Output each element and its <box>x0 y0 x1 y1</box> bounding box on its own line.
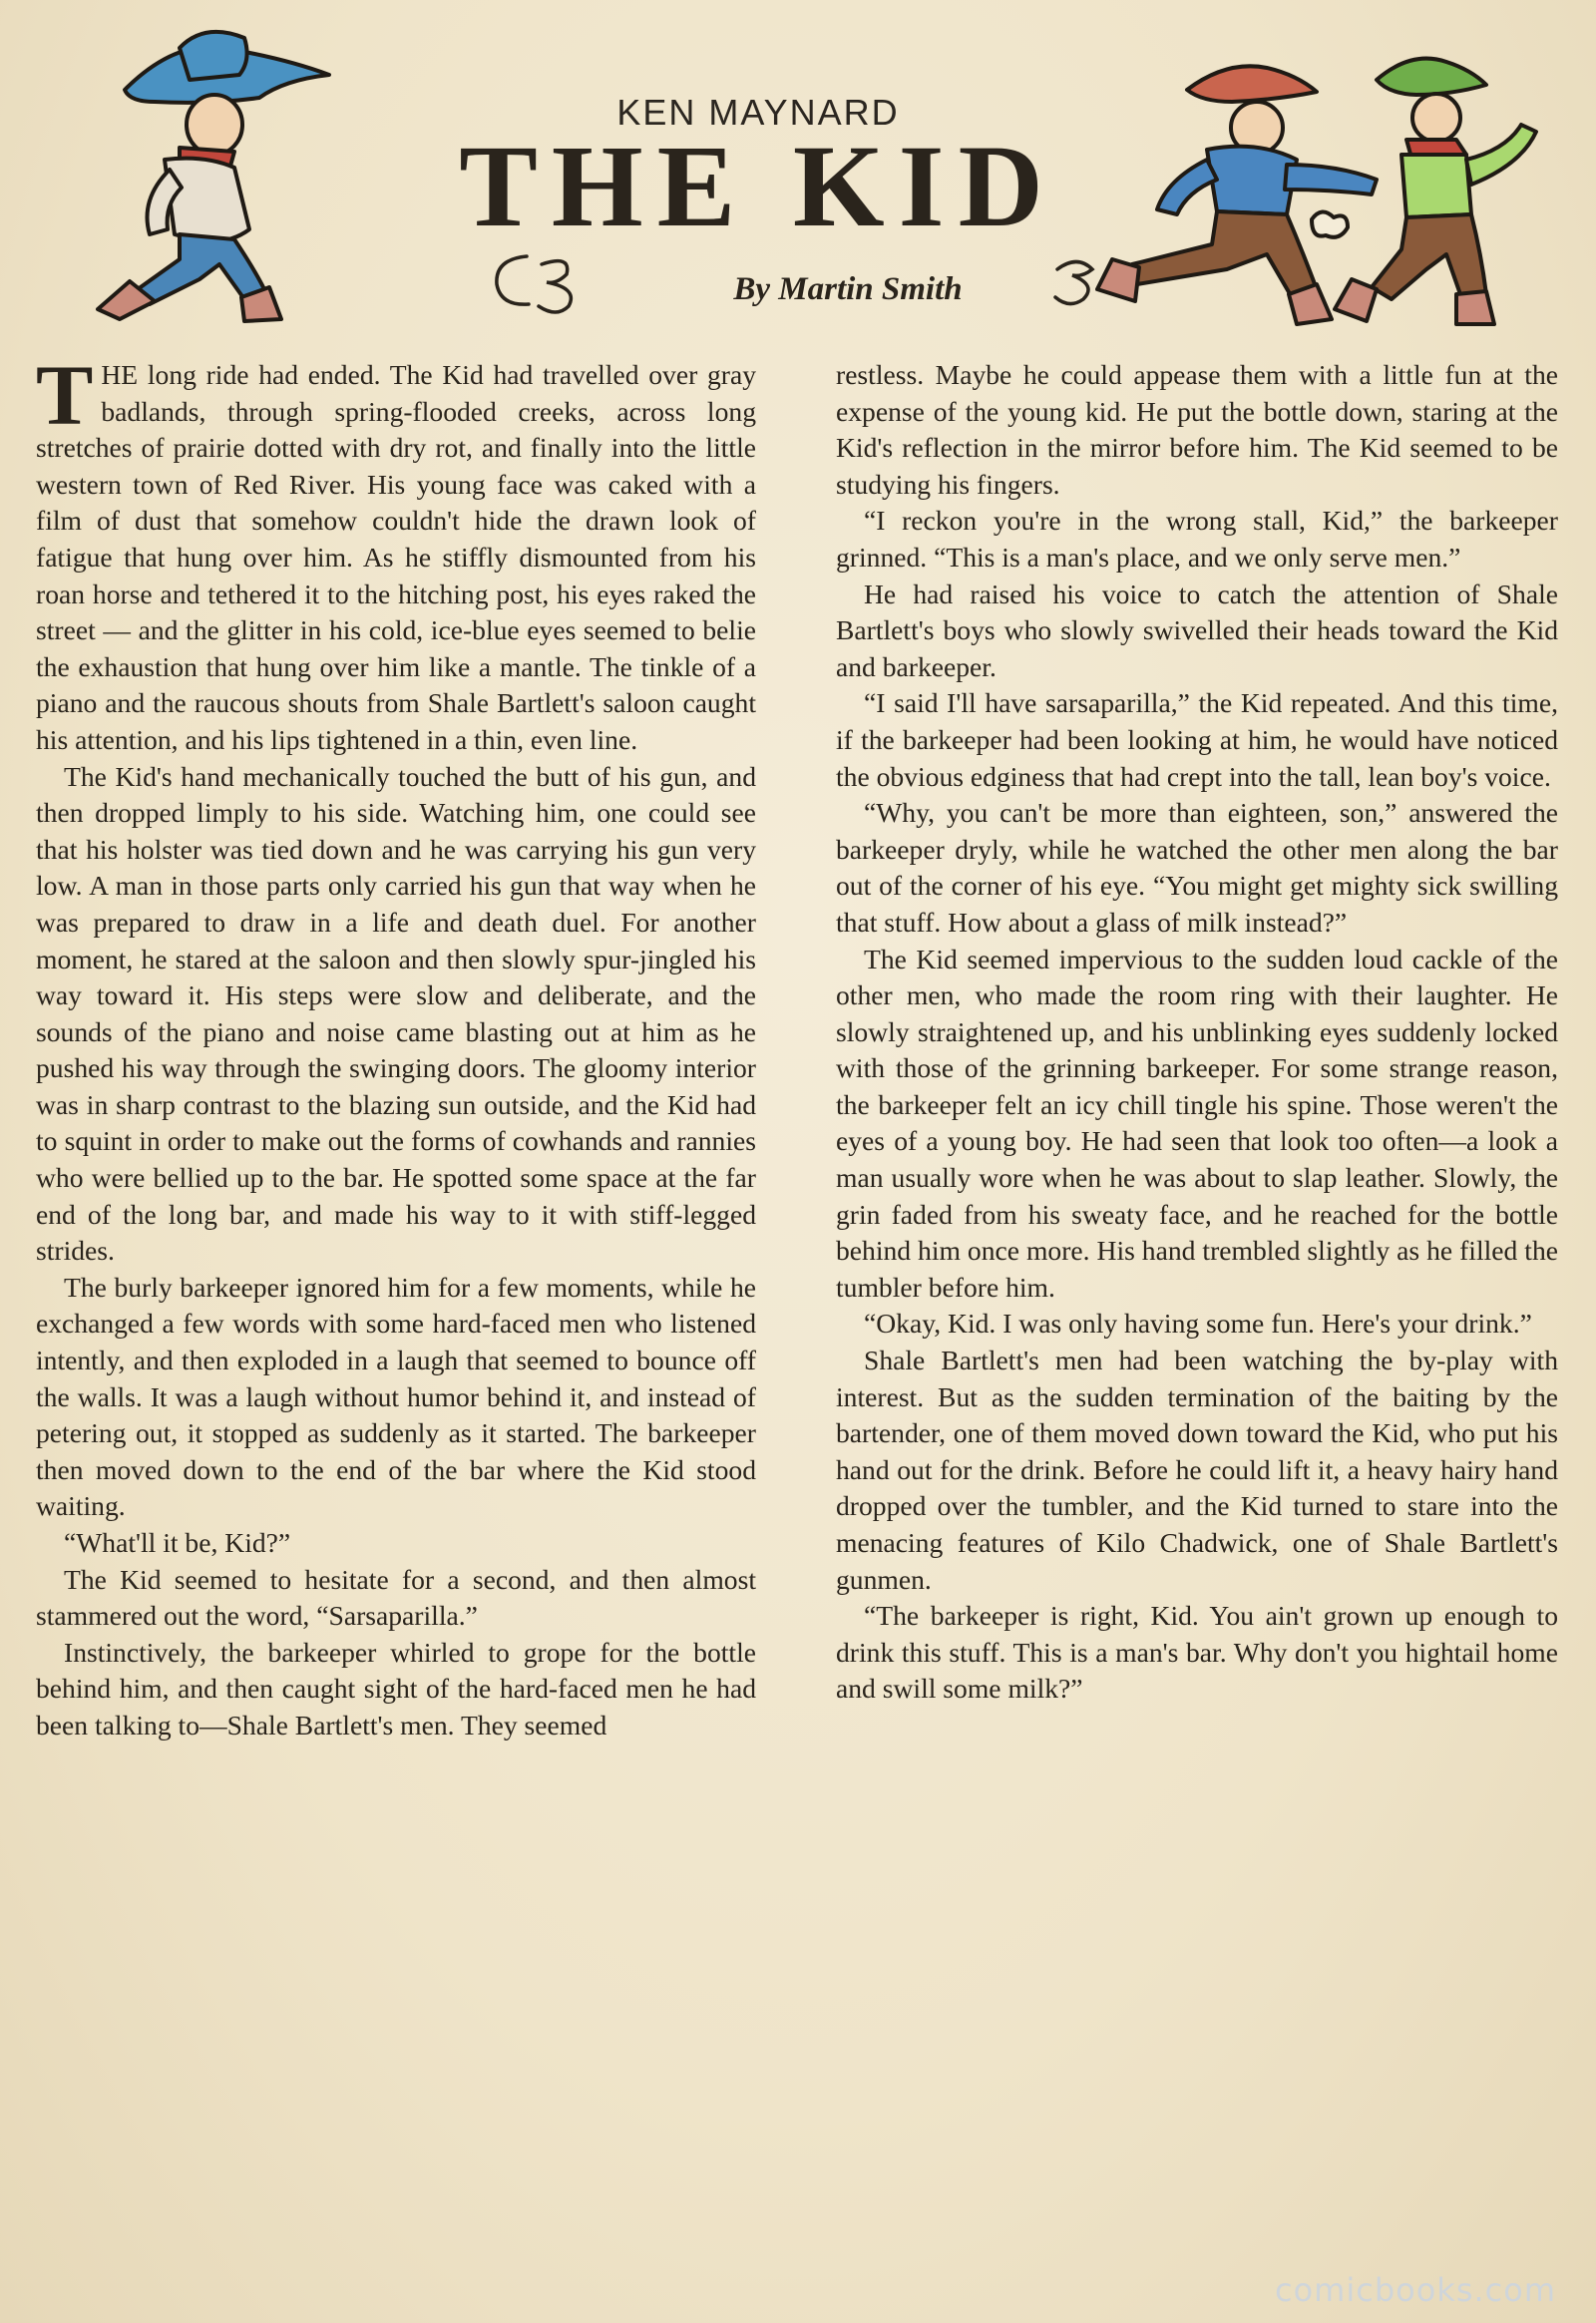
story-kicker: KEN MAYNARD <box>616 92 900 133</box>
story-header <box>0 0 1596 339</box>
story-paragraph <box>36 347 756 759</box>
story-paragraph: The Kid seemed to hesitate for a second, and then almost stammered out the word, “Sarsaparilla.” <box>36 1563 756 1632</box>
story-byline: By Martin Smith <box>733 271 963 307</box>
drop-cap: T <box>36 347 94 443</box>
story-paragraph: “I reckon you're in the wrong stall, Kid,” the barkeeper grinned. “This is a man's place, and we only serve men.” <box>836 505 1558 573</box>
story-paragraph: “The barkeeper is right, Kid. You ain't grown up enough to drink this stuff. This is a man's bar. Why don't you hightail home and swill some milk?” <box>836 1600 1558 1705</box>
right-cowboys-illustration <box>1017 40 1566 339</box>
story-paragraph: He had raised his voice to catch the attention of Shale Bartlett's boys who slowly swivelled their heads toward the Kid and barkeeper. <box>836 578 1558 682</box>
story-paragraph: “I said I'll have sarsaparilla,” the Kid repeated. And this time, if the barkeeper had been looking at him, he would have noticed the obvious edginess that had crept into the tall, lean boy's voice. <box>836 687 1558 792</box>
story-paragraph: Shale Bartlett's men had been watching the by-play with interest. But as the sudden termination of the baiting by the bartender, one of them moved down toward the Kid, who put his hand out for the drink. Before he could lift it, a heavy hairy hand dropped over the tumbler, and the Kid turned to stare into the menacing features of Kilo Chadwick, one of Shale Bartlett's gunmen. <box>836 1345 1558 1595</box>
story-paragraph: “Okay, Kid. I was only having some fun. Here's your drink.” <box>864 1308 1532 1340</box>
story-column-left <box>36 347 756 1744</box>
story-paragraph: “What'll it be, Kid?” <box>64 1527 291 1558</box>
site-watermark: comicbooks.com <box>1274 2271 1556 2309</box>
story-paragraph: The burly barkeeper ignored him for a few moments, while he exchanged a few words with some hard-faced men who listened intently, and then exploded in a laugh that seemed to bounce off the walls. It was a laugh without humor behind it, and instead of petering out, it stopped as suddenly as it started. The barkeeper then moved down to the end of the bar where the Kid stood waiting. <box>36 1271 756 1522</box>
paragraph-text: HE long ride had ended. The Kid had travelled over gray badlands, through spring-flooded creeks, across long stretches of prairie dotted with dry rot, and finally into the little western town of Red River. His young face was caked with a film of dust that somehow couldn't hide the drawn look of fatigue that hung over him. As he stiffly dismounted from his roan horse and tethered it to the hitching post, his eyes raked the street — and the glitter in his cold, ice-blue eyes seemed to belie the exhaustion that hung over him like a mantle. The tinkle of a piano and the raucous shouts from Shale Bartlett's saloon caught his attention, and his lips tightened in a thin, even line. <box>36 359 756 755</box>
story-paragraph: Instinctively, the barkeeper whirled to grope for the bottle behind him, and then caught sight of the hard-faced men he had been talking to—Shale Bartlett's men. They seemed <box>36 1636 756 1741</box>
scribble-mark-left <box>487 244 597 324</box>
story-title: THE KID <box>459 121 1057 251</box>
story-column-right <box>836 357 1558 1708</box>
story-paragraph: “Why, you can't be more than eighteen, son,” answered the barkeeper dryly, while he watched the other men along the bar out of the corner of his eye. “You might get mighty sick swilling that stuff. How about a glass of milk instead?” <box>836 797 1558 938</box>
story-paragraph: The Kid's hand mechanically touched the butt of his gun, and then dropped limply to his side. Watching him, one could see that his holster was tied down and he was carrying his gun very low. A man in those parts only carried his gun that way when he was prepared to draw in a life and death duel. For another moment, he stared at the saloon and then slowly spur-jingled his way toward it. His steps were slow and deliberate, and the sounds of the piano and noise came blasting out at him as he pushed his way through the swinging doors. The gloomy interior was in sharp contrast to the blazing sun outside, and the Kid had to squint in order to make out the forms of cowhands and rannies who were bellied up to the bar. He spotted some space at the far end of the long bar, and made his way to it with stiff-legged strides. <box>36 760 756 1267</box>
story-paragraph: restless. Maybe he could appease them with a little fun at the expense of the young kid. He put the bottle down, staring at the Kid's reflection in the mirror before him. The Kid seemed to be studying his fingers. <box>836 359 1558 500</box>
story-paragraph: The Kid seemed impervious to the sudden loud cackle of the other men, who made the room ring with their laughter. He slowly straightened up, and his unblinking eyes suddenly locked with those of the grinning barkeeper. For some strange reason, the barkeeper felt an icy chill tingle his spine. Those weren't the eyes of a young boy. He had seen that look too often—a look a man usually wore when he was about to slap leather. Slowly, the grin faded from his sweaty face, and he reached for the bottle behind him once more. His hand trembled slightly as he filled the tumbler before him. <box>836 943 1558 1303</box>
left-cowboy-illustration <box>30 20 359 349</box>
